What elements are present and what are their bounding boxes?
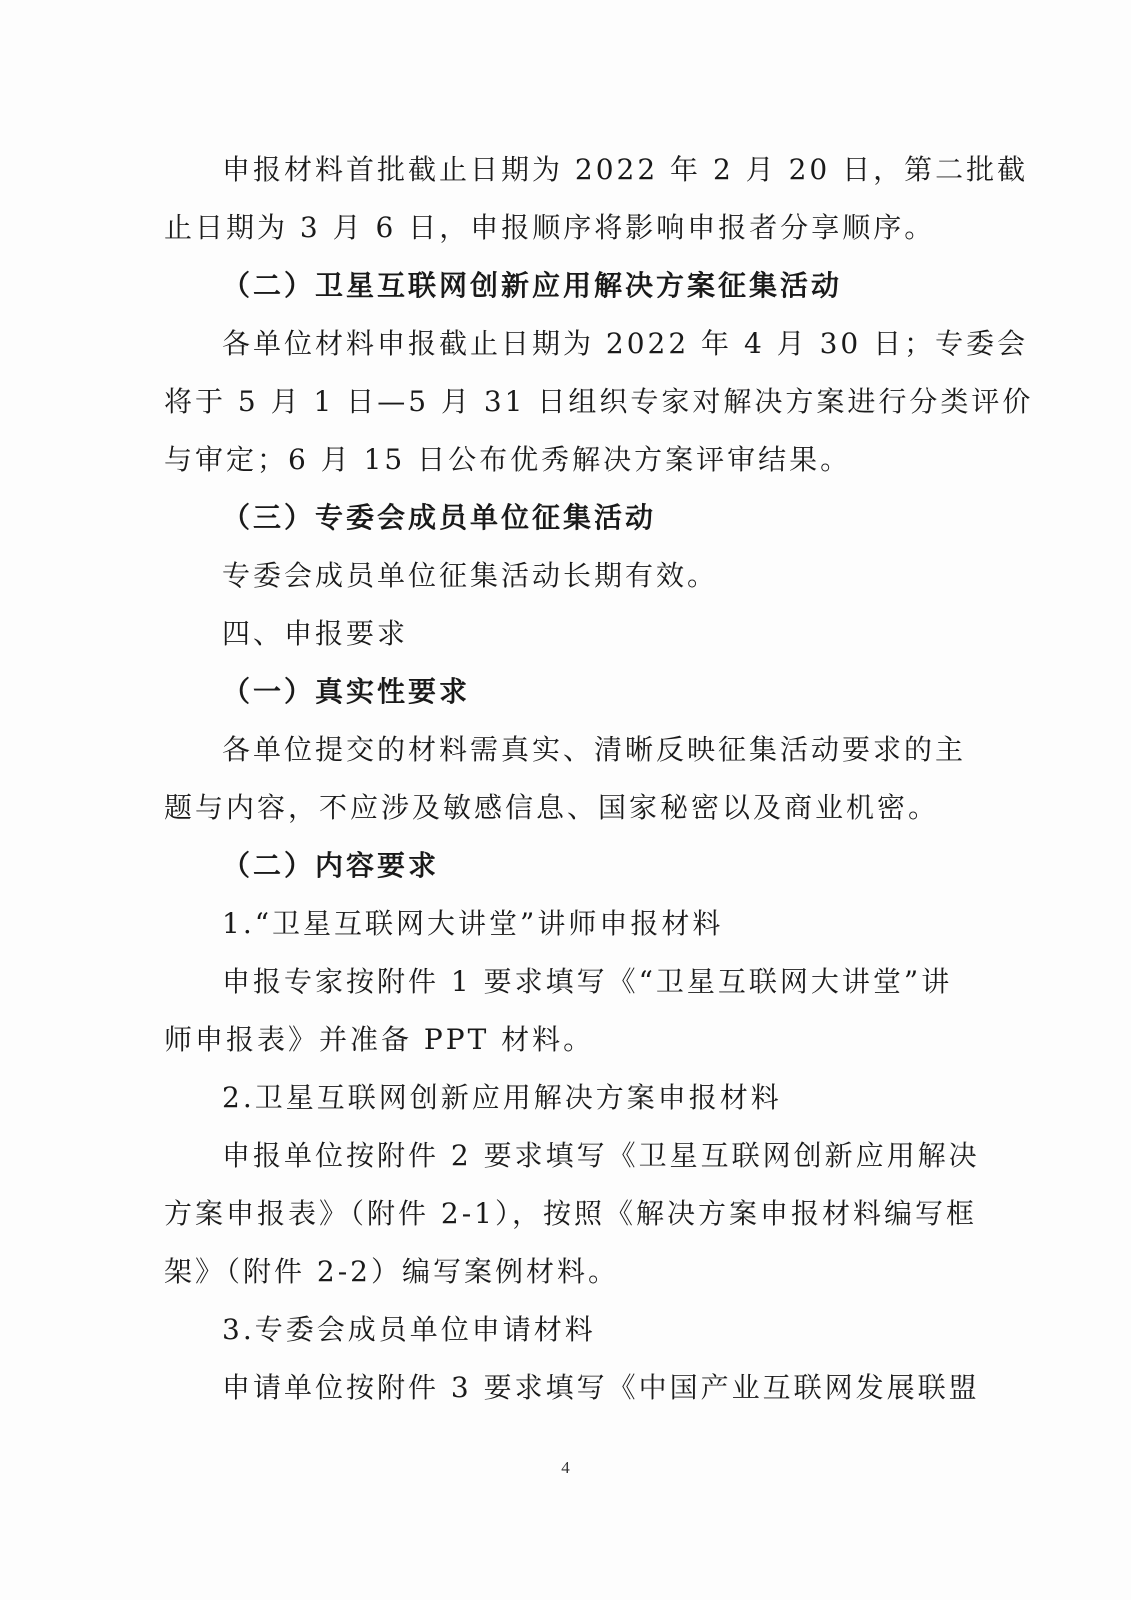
section-heading: （三）专委会成员单位征集活动 <box>222 501 657 534</box>
paragraph-line: 申报材料首批截止日期为 2022 年 2 月 20 日，第二批截 <box>222 153 1029 186</box>
page-number: 4 <box>561 1458 570 1477</box>
paragraph-line: 方案申报表》（附件 2-1），按照《解决方案申报材料编写框 <box>164 1197 977 1230</box>
paragraph-line: 申报单位按附件 2 要求填写《卫星互联网创新应用解决 <box>222 1139 980 1172</box>
subsection-title: 3.专委会成员单位申请材料 <box>222 1313 596 1346</box>
section-heading: （二）卫星互联网创新应用解决方案征集活动 <box>222 269 843 302</box>
section-heading: （一）真实性要求 <box>222 675 471 708</box>
paragraph-line: 申报专家按附件 1 要求填写《“卫星互联网大讲堂”讲 <box>222 965 953 998</box>
section-heading: （二）内容要求 <box>222 849 440 882</box>
chapter-heading: 四、申报要求 <box>222 617 409 650</box>
paragraph-line: 题与内容，不应涉及敏感信息、国家秘密以及商业机密。 <box>164 791 940 824</box>
paragraph-line: 专委会成员单位征集活动长期有效。 <box>222 559 719 592</box>
paragraph-line: 各单位材料申报截止日期为 2022 年 4 月 30 日；专委会 <box>222 327 1029 360</box>
paragraph-line: 申请单位按附件 3 要求填写《中国产业互联网发展联盟 <box>222 1371 980 1404</box>
paragraph-line: 止日期为 3 月 6 日，申报顺序将影响申报者分享顺序。 <box>164 211 936 244</box>
paragraph-line: 与审定；6 月 15 日公布优秀解决方案评审结果。 <box>164 443 852 476</box>
paragraph-line: 将于 5 月 1 日—5 月 31 日组织专家对解决方案进行分类评价 <box>164 385 1034 418</box>
subsection-title: 2.卫星互联网创新应用解决方案申报材料 <box>222 1081 782 1114</box>
paragraph-line: 架》（附件 2-2）编写案例材料。 <box>164 1255 619 1288</box>
paragraph-line: 师申报表》并准备 PPT 材料。 <box>164 1023 595 1056</box>
paragraph-line: 各单位提交的材料需真实、清晰反映征集活动要求的主 <box>222 733 967 766</box>
subsection-title: 1.“卫星互联网大讲堂”讲师申报材料 <box>222 907 724 940</box>
